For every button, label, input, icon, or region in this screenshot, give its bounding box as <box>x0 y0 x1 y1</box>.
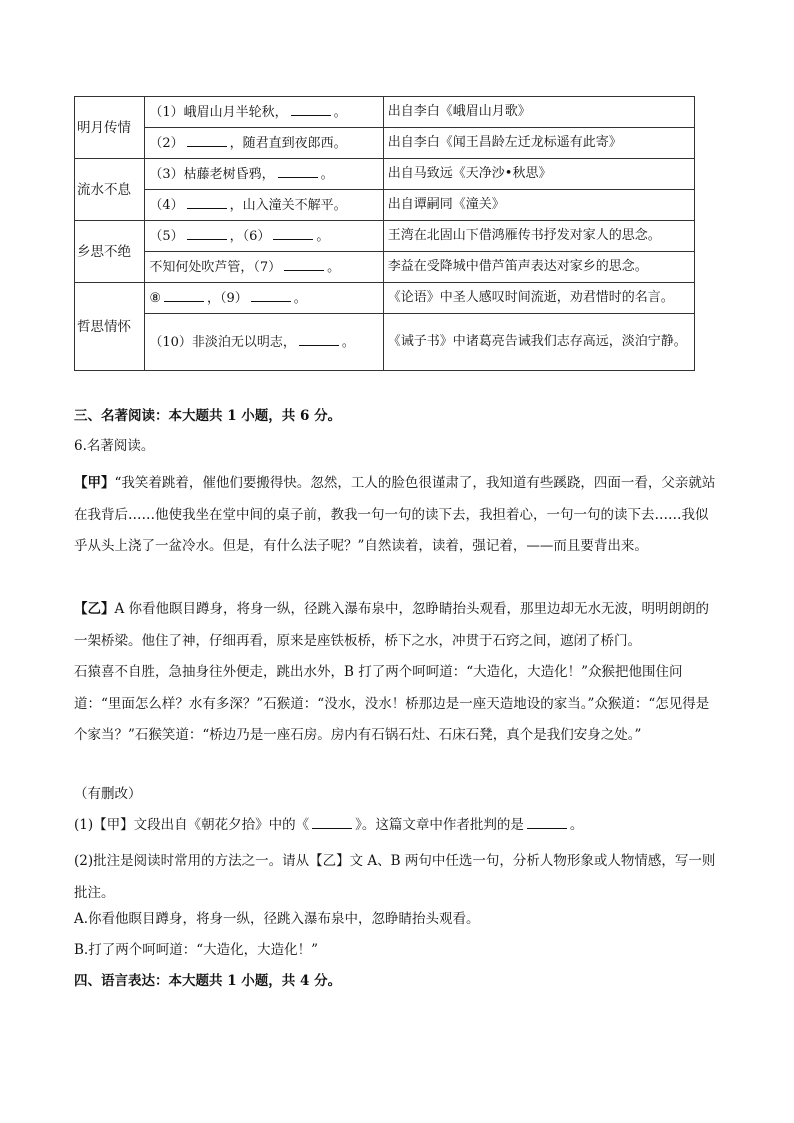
section-heading: 四、语言表达：本大题共 1 小题，共 4 分。 <box>74 973 342 989</box>
section-heading: 三、名著阅读：本大题共 1 小题，共 6 分。 <box>74 408 342 424</box>
poem-line-cell: （3）枯藤老树昏鸦， 。 <box>145 159 383 190</box>
source-cell: 《论语》中圣人感叹时间流逝，劝君惜时的名言。 <box>383 283 694 314</box>
passage-text: “我笑着跳着，催他们要搬得快。忽然，工人的脸色很谨肃了，我知道有些蹊跷，四面一看，父亲就站在我背后……他使我坐在堂中间的桌子前，教我一句一句的读下去，我担着心，一句一句的读下去……我似乎从头上浇了一盆冷水。但是，有什么法子呢？”自然读着，读着，强记着，——而且要背出来。 <box>74 475 716 554</box>
table-row <box>75 221 695 252</box>
table-row <box>75 314 695 371</box>
answer-blank[interactable] <box>527 815 567 829</box>
question-2: (2)批注是阅读时常用的方法之一。请从【乙】文 A、B 两句中任选一句，分析人物形象或人物情感，写一则批注。 <box>74 853 716 901</box>
answer-blank[interactable] <box>187 226 227 240</box>
passage-tag: 【乙】 <box>74 601 115 617</box>
source-cell: 《诫子书》中诸葛亮告诫我们志存高远，淡泊宁静。 <box>383 314 694 371</box>
poem-line-cell: （10）非淡泊无以明志， 。 <box>145 314 383 371</box>
source-cell: 王湾在北固山下借鸿雁传书抒发对家人的思念。 <box>383 221 694 252</box>
note: （有删改） <box>74 786 142 802</box>
answer-blank[interactable] <box>251 288 291 302</box>
table-row <box>75 159 695 190</box>
category-cell: 乡思不绝 <box>75 221 145 283</box>
question-1: (1)【甲】文段出自《朝花夕拾》中的《 》。这篇文章中作者批判的是 。 <box>74 817 584 833</box>
category-cell: 明月传情 <box>75 97 145 159</box>
passage-yi <box>74 594 720 657</box>
source-cell: 出自谭嗣同《潼关》 <box>383 190 694 221</box>
table-row <box>75 252 695 283</box>
table-row <box>75 283 695 314</box>
answer-blank[interactable] <box>187 195 227 209</box>
answer-blank[interactable] <box>284 257 324 271</box>
answer-blank[interactable] <box>273 226 313 240</box>
source-cell: 李益在受降城中借芦笛声表达对家乡的思念。 <box>383 252 694 283</box>
answer-blank[interactable] <box>164 288 204 302</box>
answer-blank[interactable] <box>187 133 227 147</box>
source-cell: 出自马致远《天净沙•秋思》 <box>383 159 694 190</box>
table-row <box>75 97 695 128</box>
question-label: 6.名著阅读。 <box>74 438 155 454</box>
poem-line-cell: ⑧ ，（9） 。 <box>145 283 383 314</box>
option-b: B.打了两个呵呵道：“大造化，大造化！” <box>74 942 319 958</box>
poem-line-cell: 不知何处吹芦管，（7） 。 <box>145 252 383 283</box>
poem-line-cell: （4） ，山入潼关不解平。 <box>145 190 383 221</box>
table-row <box>75 128 695 159</box>
passage-tag: 【甲】 <box>74 475 115 491</box>
passage-text: A 你看他瞑目蹲身，将身一纵，径跳入瀑布泉中，忽睁睛抬头观看，那里边却无水无波，明明朗朗的一架桥梁。他住了神，仔细再看，原来是座铁板桥，桥下之水，冲贯于石窍之间，遮闭了桥门。 <box>74 601 710 649</box>
answer-blank[interactable] <box>312 815 352 829</box>
answer-blank[interactable] <box>278 164 318 178</box>
table-row <box>75 190 695 221</box>
source-cell: 出自李白《闻王昌龄左迁龙标遥有此寄》 <box>383 128 694 159</box>
category-cell: 哲思情怀 <box>75 283 145 371</box>
answer-blank[interactable] <box>291 102 331 116</box>
passage-yi-cont: 石猿喜不自胜，急抽身往外便走，跳出水外，B 打了两个呵呵道：“大造化，大造化！”众猴把他围住问道：“里面怎么样？水有多深？”石猴道：“没水，没水！桥那边是一座天造地设的家当。”众猴道：“怎见得是个家当？”石猴笑道：“桥边乃是一座石房。房内有石锅石灶、石床石凳，真个是我们安身之处。” <box>74 664 710 743</box>
poem-line-cell: （5） ，（6） 。 <box>145 221 383 252</box>
option-a: A.你看他瞑目蹲身，将身一纵，径跳入瀑布泉中，忽睁睛抬头观看。 <box>74 911 480 927</box>
poem-line-cell: （1）峨眉山月半轮秋， 。 <box>145 97 383 128</box>
poem-line-cell: （2） ，随君直到夜郎西。 <box>145 128 383 159</box>
source-cell: 出自李白《峨眉山月歌》 <box>383 97 694 128</box>
category-cell: 流水不息 <box>75 159 145 221</box>
poem-fill-table <box>74 96 695 371</box>
answer-blank[interactable] <box>299 332 339 346</box>
passage-jia <box>74 468 720 563</box>
